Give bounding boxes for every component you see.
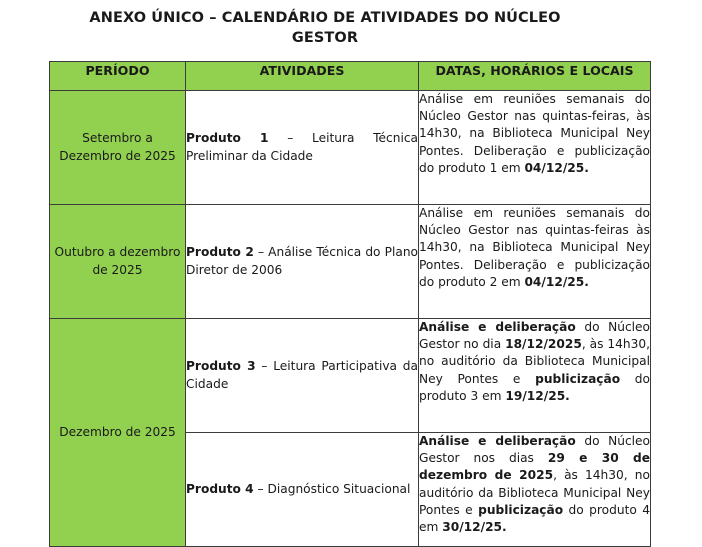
- dates-text: , às 14h30, no auditório da Biblioteca Municipal Ney Pontes e: [419, 468, 650, 517]
- product-name: Produto 3: [186, 359, 256, 374]
- activity-cell: [186, 319, 419, 433]
- dates-text: Análise em reuniões semanais do Núcleo Gestor nas quintas-feiras, às 14h30, na Biblioteca Municipal Ney Pontes. Deliberação e publicização do produto 1 em: [419, 92, 650, 175]
- dates-bold: publicização: [535, 371, 621, 386]
- header-period: PERÍODO: [50, 62, 186, 91]
- activity-description: – Leitura Técnica Preliminar da Cidade: [186, 131, 418, 163]
- dates-cell: [419, 319, 651, 433]
- dates-text: do produto 3 em: [419, 371, 650, 403]
- meeting-date: 29 e 30 de dezembro de 2025: [419, 451, 650, 483]
- table-row: [50, 91, 651, 205]
- dates-bold: publicização: [478, 502, 564, 517]
- table-row: [50, 319, 651, 433]
- dates-text: do Núcleo Gestor nos dias: [419, 434, 650, 466]
- dates-text: do Núcleo Gestor no dia: [419, 320, 650, 352]
- publication-date: 30/12/25.: [442, 520, 507, 535]
- title-line-2: GESTOR: [291, 30, 359, 46]
- product-name: Produto 1: [186, 131, 269, 146]
- activity-cell: [186, 205, 419, 319]
- dates-text: Análise em reuniões semanais do Núcleo Gestor nas quintas-feiras às 14h30, na Biblioteca Municipal Ney Pontes. Deliberação e publicização do produto 2 em: [419, 206, 650, 289]
- publication-date: 19/12/25.: [505, 388, 570, 403]
- header-dates: DATAS, HORÁRIOS E LOCAIS: [419, 62, 651, 91]
- dates-text: do produto 4 em: [419, 502, 651, 535]
- table-header-row: [50, 62, 651, 91]
- dates-bold: Análise e deliberação: [419, 434, 576, 448]
- period-cell: Outubro a dezembro de 2025: [50, 205, 186, 319]
- activity-description: – Leitura Participativa da Cidade: [186, 359, 418, 391]
- header-activities: ATIVIDADES: [186, 62, 419, 91]
- publication-date: 04/12/25.: [524, 274, 589, 289]
- table-row: [50, 205, 651, 319]
- product-name: Produto 2: [186, 245, 254, 260]
- title-line-1: ANEXO ÚNICO – CALENDÁRIO DE ATIVIDADES DO NÚCLEO: [89, 10, 561, 26]
- document-title: [60, 8, 590, 48]
- meeting-date: 18/12/2025: [505, 337, 582, 352]
- activity-description: – Diagnóstico Situacional: [253, 481, 411, 496]
- activities-calendar-table: [49, 61, 651, 547]
- dates-cell: [419, 205, 651, 319]
- publication-date: 04/12/25.: [524, 160, 589, 175]
- dates-text: , às 14h30, no auditório da Biblioteca Municipal Ney Pontes e: [419, 337, 650, 386]
- period-cell: Dezembro de 2025: [50, 319, 186, 547]
- activity-description: – Análise Técnica do Plano Diretor de 2006: [186, 245, 418, 277]
- period-cell: Setembro a Dezembro de 2025: [50, 91, 186, 205]
- dates-cell: [419, 433, 651, 547]
- activity-cell: [186, 433, 419, 547]
- dates-cell: [419, 91, 651, 205]
- activity-cell: [186, 91, 419, 205]
- dates-bold: Análise e deliberação: [419, 320, 576, 334]
- product-name: Produto 4: [186, 481, 254, 496]
